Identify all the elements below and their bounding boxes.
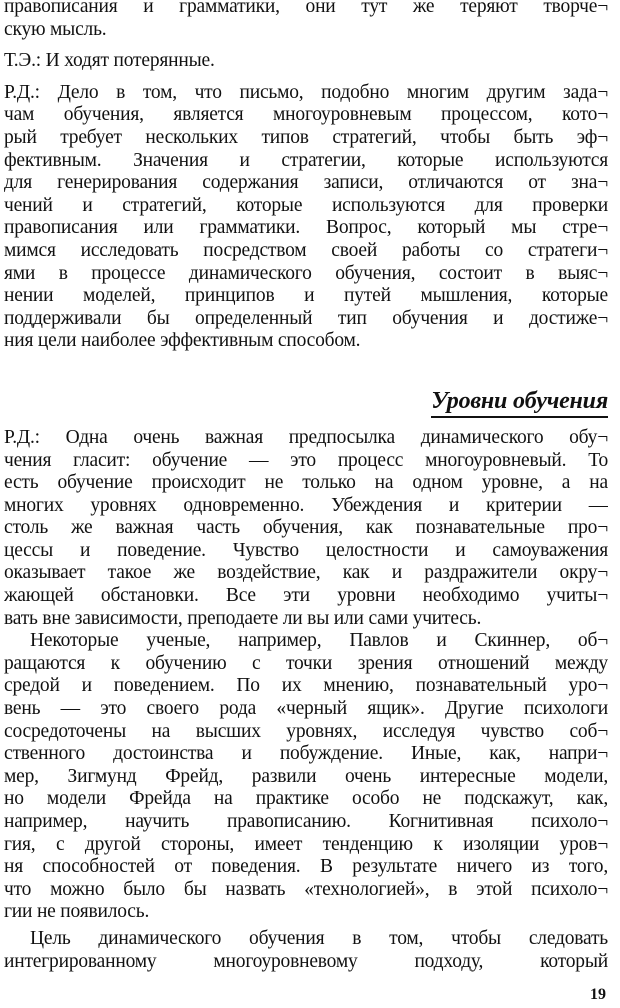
text-line: для генерирования содержания записи, отличаются от зна¬ bbox=[4, 172, 608, 194]
text-line: например, научить правописанию. Когнитивная психоло¬ bbox=[4, 811, 608, 832]
text-line: сосредоточены на высших уровнях, исследуя чувство соб¬ bbox=[4, 720, 608, 742]
text-line: чам обучения, является многоуровневым процессом, кото¬ bbox=[4, 104, 608, 126]
page-number: 19 bbox=[590, 986, 606, 1003]
text-line: мимся исследовать посредством своей работы со стратеги¬ bbox=[4, 239, 608, 261]
text-line: ственного достоинства и побуждение. Иные, как, напри¬ bbox=[4, 743, 608, 765]
text-line: правописания и грамматики, они тут же теряют творче¬ bbox=[4, 0, 608, 17]
text-line: гии не появилось. bbox=[4, 901, 150, 923]
text-line: поддерживали бы определенный тип обучения и достиже¬ bbox=[4, 307, 608, 329]
section-heading-wrap bbox=[4, 353, 608, 427]
text-line: Цель динамического обучения в том, чтобы следовать bbox=[30, 927, 608, 949]
text-line: чения гласит: обучение — это процесс многоуровневый. То bbox=[4, 449, 608, 471]
paragraph-te bbox=[4, 50, 608, 73]
text-line: рый требует нескольких типов стратегий, чтобы быть эф¬ bbox=[4, 126, 608, 148]
text-line: гия, с другой стороны, имеет тенденцию к изоляции уров¬ bbox=[4, 833, 608, 855]
text-line: скую мысль. bbox=[4, 18, 107, 40]
paragraph-continuation bbox=[4, 0, 608, 41]
text-line: ния цели наиболее эффективным способом. bbox=[4, 330, 361, 352]
text-line: чений и стратегий, которые используются для проверки bbox=[4, 194, 608, 216]
text-line: фективным. Значения и стратегии, которые используются bbox=[4, 149, 608, 171]
text-line: ня способностей от поведения. В результате ничего из того, bbox=[4, 856, 608, 878]
paragraph-goal bbox=[4, 928, 608, 973]
text-line: что можно было бы назвать «технологией», в этой психоло¬ bbox=[4, 878, 608, 900]
text-line: вать вне зависимости, преподаете ли вы или сами учитесь. bbox=[4, 607, 482, 629]
text-line: ями в процессе динамического обучения, состоит в выяс¬ bbox=[4, 262, 608, 284]
text-line: столь же важная часть обучения, как познавательные про¬ bbox=[4, 517, 608, 539]
text-line: жающей обстановки. Все эти уровни необходимо учиты¬ bbox=[4, 585, 608, 607]
text-line: правописания или грамматики. Вопрос, который мы стре¬ bbox=[4, 217, 608, 239]
body-text bbox=[4, 0, 608, 973]
paragraph-rd-2 bbox=[4, 427, 608, 630]
text-line: Т.Э.: И ходят потерянные. bbox=[4, 50, 215, 72]
text-line: оказывает такое же воздействие, как и раздражители окру¬ bbox=[4, 562, 608, 584]
text-line: есть обучение происходит не только на одном уровне, а на bbox=[4, 472, 608, 494]
text-line: ращаются к обучению с точки зрения отношений между bbox=[4, 652, 608, 674]
text-line: Р.Д.: Одна очень важная предпосылка динамического обу¬ bbox=[4, 426, 608, 448]
text-line: Некоторые ученые, например, Павлов и Скиннер, об¬ bbox=[30, 630, 608, 652]
text-line: вень — это своего рода «черный ящик». Другие психологи bbox=[4, 698, 608, 720]
paragraph-scientists bbox=[4, 630, 608, 924]
section-heading: Уровни обучения bbox=[431, 387, 608, 418]
text-line: цессы и поведение. Чувство целостности и самоуважения bbox=[4, 539, 608, 561]
text-line: мер, Зигмунд Фрейд, развили очень интересные модели, bbox=[4, 765, 608, 787]
text-line: средой и поведением. По их мнению, познавательный уро¬ bbox=[4, 675, 608, 697]
text-line: Р.Д.: Дело в том, что письмо, подобно многим другим зада¬ bbox=[4, 81, 608, 103]
text-line: но модели Фрейда на практике особо не подскажут, как, bbox=[4, 788, 608, 810]
text-line: многих уровнях одновременно. Убеждения и критерии — bbox=[4, 494, 608, 516]
text-line: нении моделей, принципов и путей мышления, которые bbox=[4, 285, 608, 307]
text-line: интегрированному многоуровневому подходу, который bbox=[4, 950, 608, 972]
paragraph-rd-1 bbox=[4, 82, 608, 353]
